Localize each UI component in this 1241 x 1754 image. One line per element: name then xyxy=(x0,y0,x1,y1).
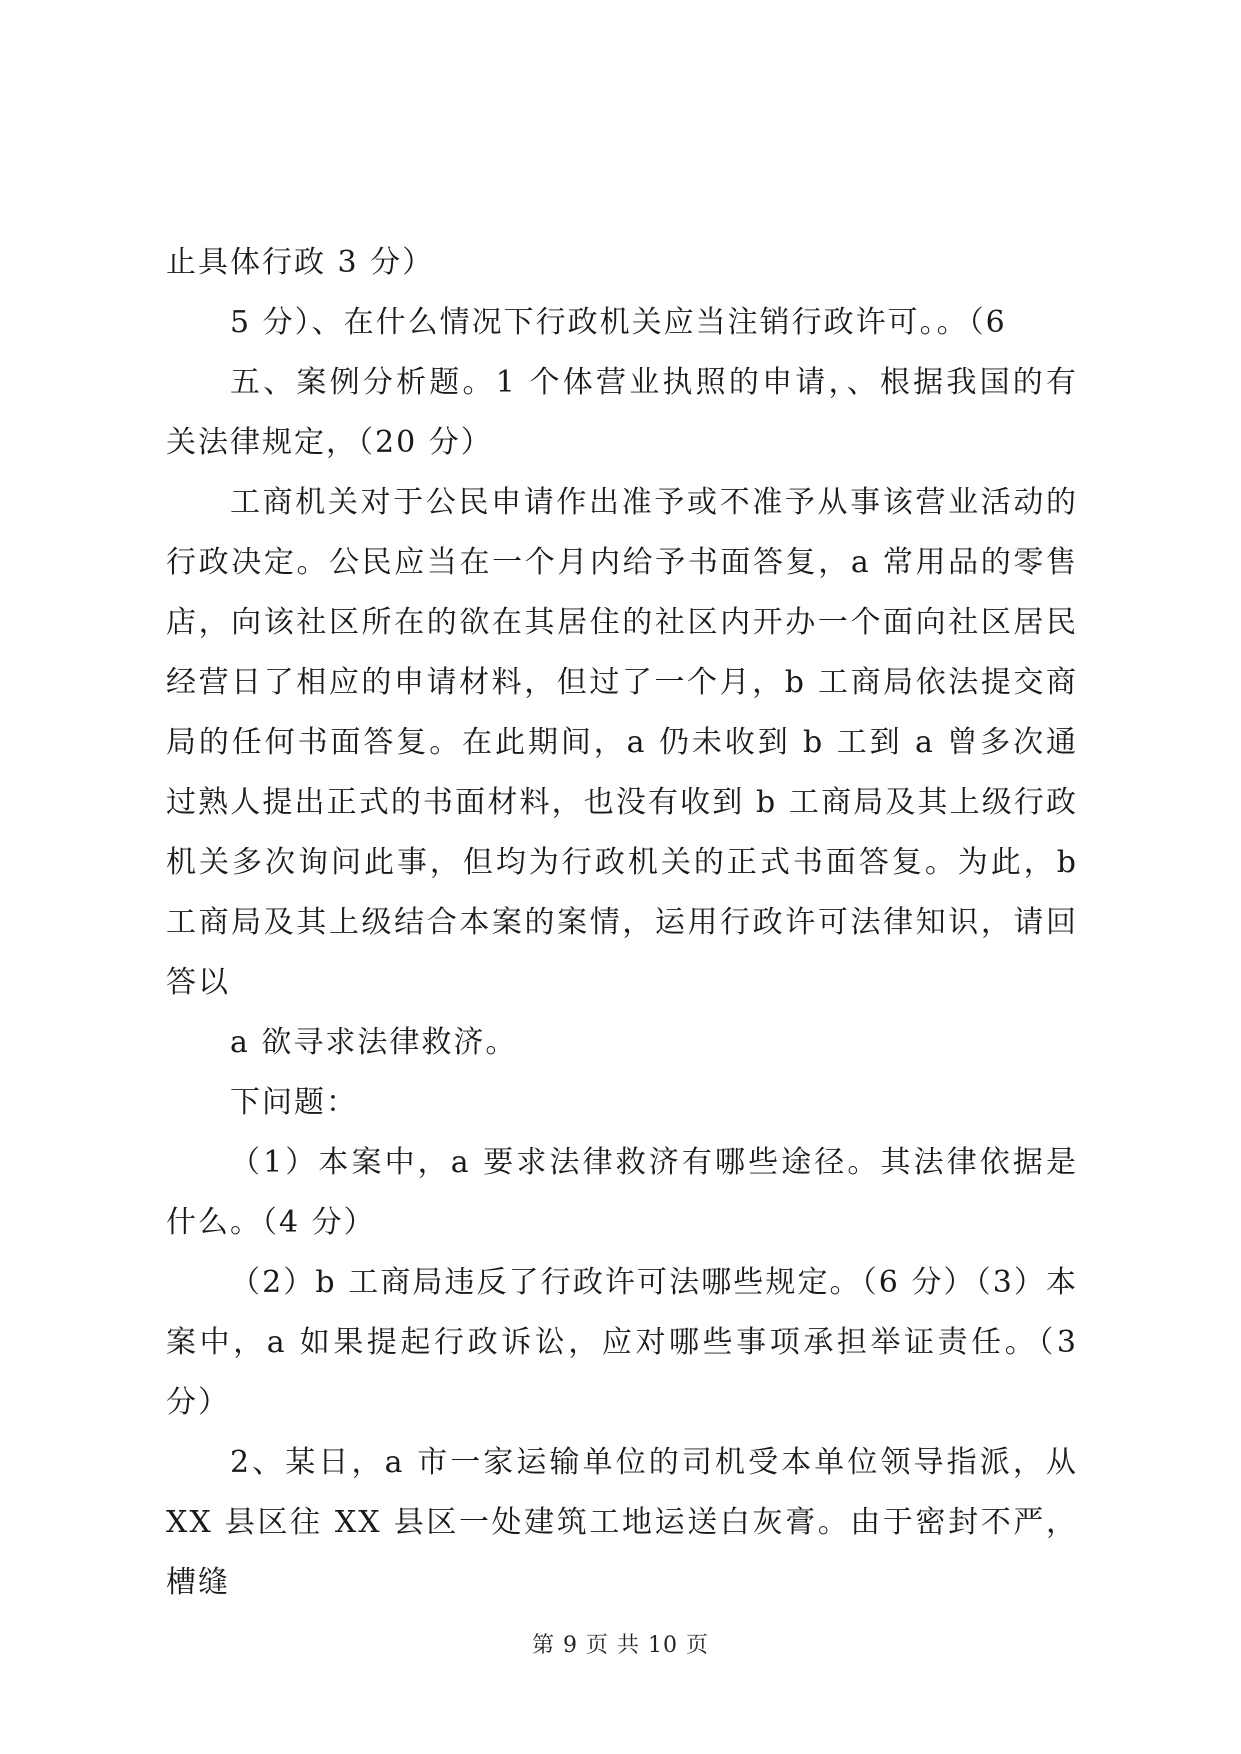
paragraph-2: 5 分）、在什么情况下行政机关应当注销行政许可。。（6 xyxy=(230,305,1007,340)
paragraph-8: （2）b 工商局违反了行政许可法哪些规定。（6 分）（3）本案中，a 如果提起行政诉讼，应对哪些事项承担举证责任。（3 分） xyxy=(166,1265,1078,1420)
paragraph-4: 工商机关对于公民申请作出准予或不准予从事该营业活动的行政决定。公民应当在一个月内给予书面答复，a 常用品的零售店，向该社区所在的欲在其居住的社区内开办一个面向社区居民经营日了相应的申请材料，但过了一个月，b 工商局依法提交商局的任何书面答复。在此期间，a 仍未收到 b 工到 a 曾多次通过熟人提出正式的书面材料，也没有收到 b 工商局及其上级行政机关多次询问此事，但均为行政机关的正式书面答复。为此，b 工商局及其上级结合本案的案情，运用行政许可法律知识，请回答以 xyxy=(166,485,1078,1000)
document-body xyxy=(166,233,1078,1613)
paragraph-3: 五、案例分析题。1 个体营业执照的申请，、根据我国的有关法律规定，（20 分） xyxy=(166,365,1078,460)
page-footer: 第 9 页 共 10 页 xyxy=(532,1633,709,1658)
paragraph-5: a 欲寻求法律救济。 xyxy=(230,1025,518,1060)
paragraph-1: 止具体行政 3 分） xyxy=(166,245,435,280)
paragraph-7: （1）本案中，a 要求法律救济有哪些途径。其法律依据是什么。（4 分） xyxy=(166,1145,1078,1240)
paragraph-9: 2、某日，a 市一家运输单位的司机受本单位领导指派，从 XX 县区往 XX 县区一处建筑工地运送白灰膏。由于密封不严，槽缝 xyxy=(166,1445,1078,1600)
paragraph-6: 下问题： xyxy=(230,1085,358,1120)
